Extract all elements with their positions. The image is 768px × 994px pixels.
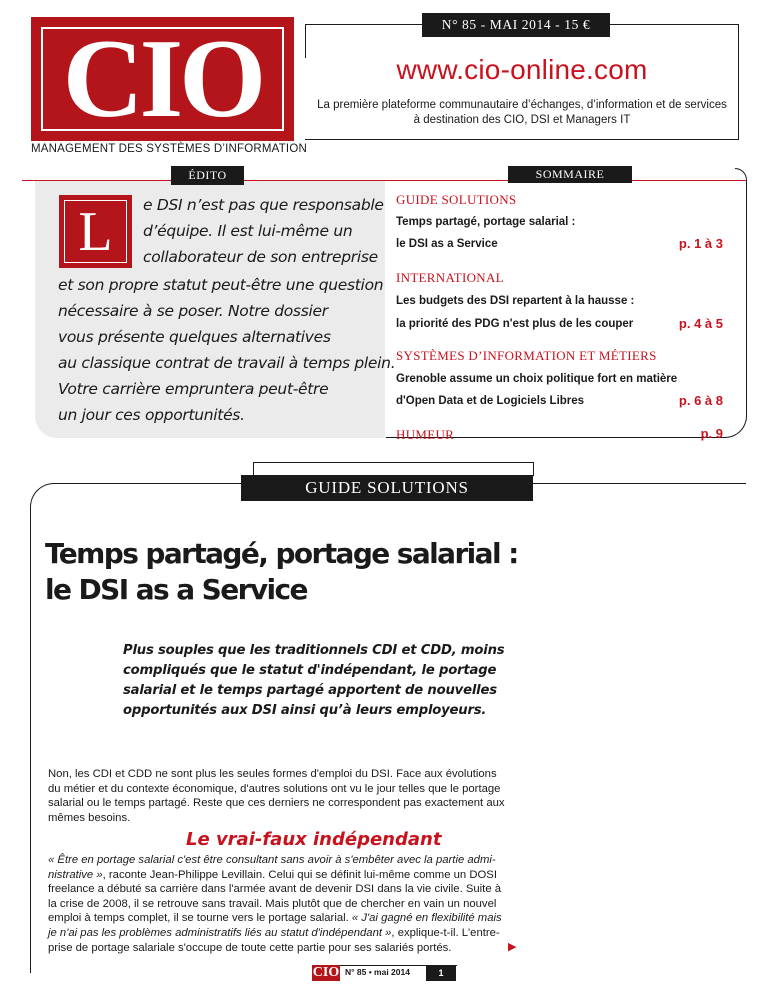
text-fragment: , explique-t-il. L'entre-	[391, 926, 500, 939]
edito-line: d’équipe. Il est lui-même un	[143, 222, 353, 240]
chapo-line: compliqués que le statut d'indépendant, le portage	[123, 663, 497, 678]
cio-logo: CIO	[62, 17, 263, 141]
text-fragment: , raconte Jean-Philippe Levillain. Celui qui se définit lui-même comme un DOSI	[102, 868, 497, 881]
site-description-line: La première plateforme communautaire d’échanges, d’information et de services	[317, 99, 727, 111]
sommaire-entry-line[interactable]: Grenoble assume un choix politique fort en matière	[396, 373, 678, 385]
sommaire-section-title: GUIDE SOLUTIONS	[396, 192, 517, 207]
headline-line: Temps partagé, portage salarial :	[45, 537, 518, 570]
sommaire-label: SOMMAIRE	[508, 166, 632, 183]
article-paragraph	[48, 853, 502, 955]
article-section-label: GUIDE SOLUTIONS	[241, 475, 533, 501]
sommaire-section-title: INTERNATIONAL	[396, 270, 504, 285]
edito-line: e DSI n’est pas que responsable	[143, 196, 384, 214]
edito-line: nécessaire à se poser. Notre dossier	[58, 302, 328, 320]
sommaire-entry-line[interactable]: Temps partagé, portage salarial :	[396, 216, 576, 228]
sommaire-page-ref: p. 4 à 5	[678, 316, 723, 331]
article-intro	[48, 767, 505, 825]
chapo-line: opportunités aux DSI ainsi qu’à leurs employeurs.	[123, 703, 487, 718]
edito-line: collaborateur de son entreprise	[143, 248, 378, 266]
continue-arrow-icon: ▶	[508, 941, 517, 953]
site-url-link[interactable]: www.cio-online.com	[396, 54, 648, 85]
footer-logo: CIO	[312, 965, 340, 980]
quote-fragment: je n'ai pas les problèmes administratifs liés au statut d'indépendant »	[48, 926, 392, 939]
edito-label: ÉDITO	[171, 166, 244, 185]
sommaire-page-ref: p. 6 à 8	[678, 393, 723, 408]
body-line: Non, les CDI et CDD ne sont plus les seules formes d'emploi du DSI. Face aux évolutions	[48, 768, 497, 780]
logo-tagline: MANAGEMENT DES SYSTÈMES D’INFORMATION	[31, 143, 307, 155]
chapo-line: salarial et le temps partagé apportent de nouvelles	[123, 683, 497, 698]
edito-line: au classique contrat de travail à temps plein.	[58, 354, 396, 372]
body-line: prise de portage salariale s'occupe de toute cette partie pour ses salariés portés.	[48, 941, 452, 954]
site-description-line: à destination des CIO, DSI et Managers IT	[413, 114, 631, 126]
body-line: la crise de 2008, il se retrouve sans travail. Mais plutôt que de chercher en vain un nouvel	[48, 897, 497, 910]
quote-fragment: nistrative »	[48, 868, 103, 881]
body-line	[48, 868, 502, 883]
footer-page-number: 1	[426, 965, 456, 981]
drop-cap-letter: L	[64, 200, 127, 263]
body-line: freelance a débuté sa carrière dans l'armée avant de devenir DSI dans la vie civile. Suite à	[48, 883, 502, 896]
article-subheading: Le vrai-faux indépendant	[186, 829, 442, 850]
edito-line: Votre carrière empruntera peut-être	[58, 380, 329, 398]
chapo-line: Plus souples que les traditionnels CDI et CDD, moins	[123, 643, 505, 658]
body-line: du métier et du contexte économique, d'autres solutions ont vu le jour telles que le portage	[48, 782, 501, 795]
site-description	[305, 98, 739, 128]
sommaire-entry-line[interactable]: le DSI as a Service	[396, 238, 498, 250]
body-line: salarial ou le temps partagé. Reste que ces derniers ne correspondent pas exactement aux	[48, 797, 505, 810]
sommaire-entry-line[interactable]: d'Open Data et de Logiciels Libres	[396, 395, 585, 407]
sommaire-section-title: HUMEUR	[396, 427, 455, 442]
quote-fragment: « J'ai gagné en flexibilité mais	[351, 912, 502, 925]
sommaire-entry-line[interactable]: Les budgets des DSI repartent à la hausse :	[396, 295, 635, 307]
footer-issue: N° 85 • mai 2014	[345, 967, 410, 977]
sommaire-entry-line[interactable]: la priorité des PDG n'est plus de les couper	[396, 318, 634, 330]
edito-line: vous présente quelques alternatives	[58, 328, 331, 346]
sommaire-page-ref: p. 1 à 3	[678, 236, 723, 251]
article-frame-step	[533, 462, 534, 476]
body-line: « Être en portage salarial c'est être consultant sans avoir à s'embêter avec la partie admi-	[48, 854, 496, 866]
body-line: mêmes besoins.	[48, 811, 131, 824]
sommaire-section-title: SYSTÈMES D’INFORMATION ET MÉTIERS	[396, 348, 657, 363]
edito-line: un jour ces opportunités.	[58, 406, 245, 424]
article-chapo	[123, 641, 504, 721]
issue-banner: N° 85 - MAI 2014 - 15 €	[422, 13, 610, 37]
body-line	[48, 911, 502, 926]
text-fragment: emploi à temps complet, il se tourne vers le portage salarial.	[48, 912, 352, 925]
section-divider	[22, 180, 746, 181]
edito-line: et son propre statut peut-être une question	[58, 276, 384, 294]
sommaire-page-ref: p. 9	[700, 426, 723, 441]
headline-line: le DSI as a Service	[45, 573, 307, 606]
body-line	[48, 926, 502, 941]
article-headline	[45, 536, 518, 608]
